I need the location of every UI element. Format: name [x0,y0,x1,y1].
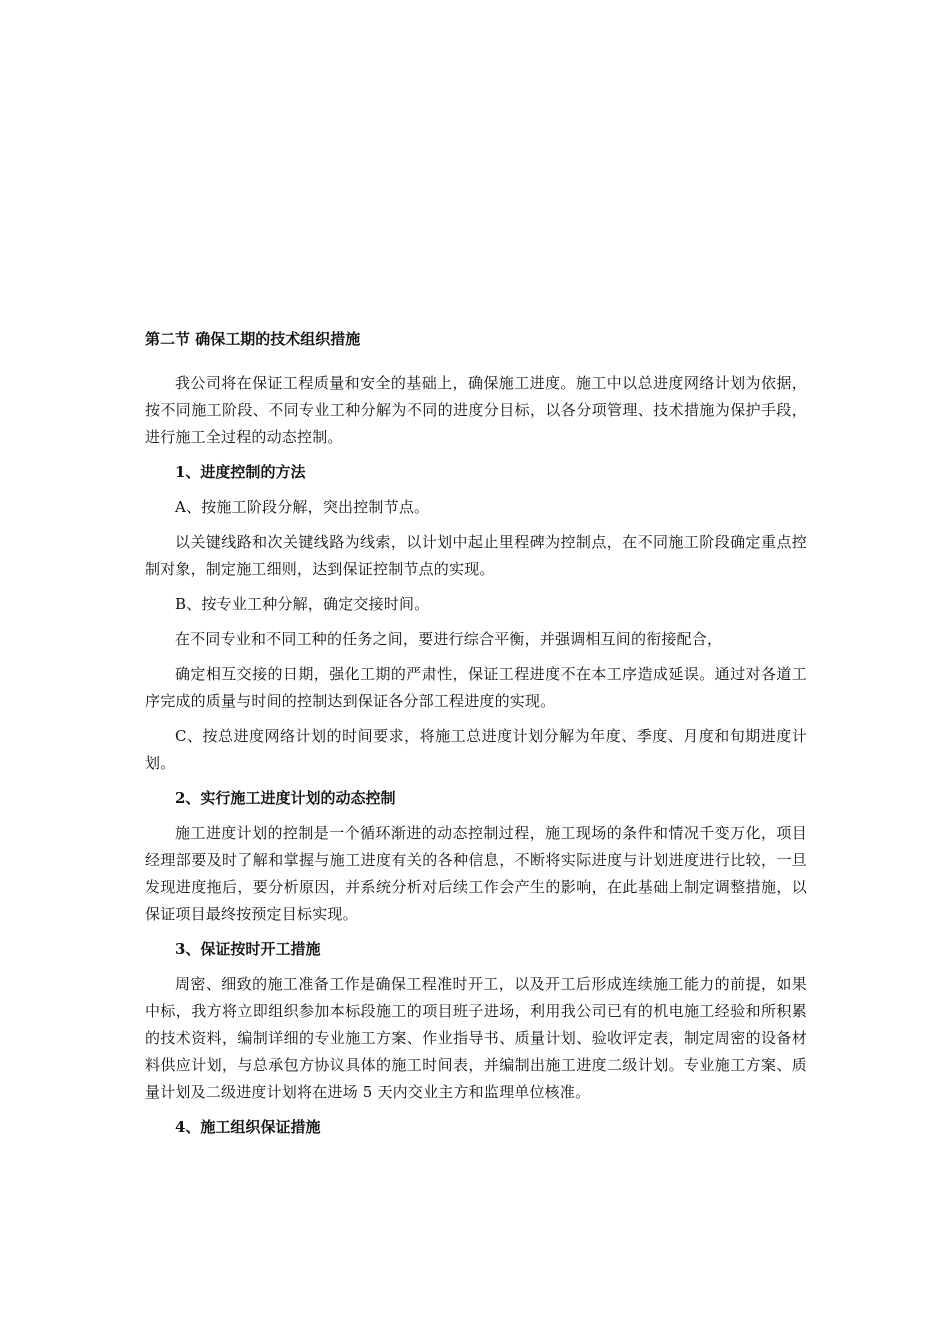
heading-organization-guarantee: 4、施工组织保证措施 [175,1118,321,1136]
heading-on-time-start: 3、保证按时开工措施 [175,940,321,958]
item-a-text: 以关键线路和次关键线路为线索，以计划中起止里程碑为控制点，在不同施工阶段确定重点控制对象，制定施工细则，达到保证控制节点的实现。 [145,533,807,578]
heading-dynamic-control: 2、实行施工进度计划的动态控制 [175,789,396,807]
heading-progress-control-method: 1、进度控制的方法 [175,463,306,481]
on-time-start-paragraph: 周密、细致的施工准备工作是确保工程准时开工，以及开工后形成连续施工能力的前提，如果中标，我方将立即组织参加本标段施工的项目班子进场，利用我公司已有的机电施工经验和所积累的技术资料，编制详细的专业施工方案、作业指导书、质量计划、验收评定表，制定周密的设备材料供应计划，与总承包方协议具体的施工时间表，并编制出施工进度二级计划。专业施工方案、质量计划及二级进度计划将在进场 5 天内交业主方和监理单位核准。 [145,975,807,1101]
item-a: A、按施工阶段分解，突出控制节点。 [175,498,430,516]
item-c: C、按总进度网络计划的时间要求，将施工总进度计划分解为年度、季度、月度和旬期进度计划。 [145,727,807,772]
item-b-text-1: 在不同专业和不同工种的任务之间，要进行综合平衡，并强调相互间的衔接配合， [175,630,723,648]
document-page [145,326,807,1149]
section-title: 第二节 确保工期的技术组织措施 [145,330,361,348]
intro-paragraph: 我公司将在保证工程质量和安全的基础上，确保施工进度。施工中以总进度网络计划为依据，按不同施工阶段、不同专业工种分解为不同的进度分目标，以各分项管理、技术措施为保护手段，进行施工全过程的动态控制。 [145,374,807,446]
item-b: B、按专业工种分解，确定交接时间。 [175,595,430,613]
item-b-text-2: 确定相互交接的日期，强化工期的严肃性，保证工程进度不在本工序造成延误。通过对各道工序完成的质量与时间的控制达到保证各分部工程进度的实现。 [145,665,807,710]
dynamic-control-paragraph: 施工进度计划的控制是一个循环渐进的动态控制过程，施工现场的条件和情况千变万化，项目经理部要及时了解和掌握与施工进度有关的各种信息，不断将实际进度与计划进度进行比较，一旦发现进度拖后，要分析原因，并系统分析对后续工作会产生的影响，在此基础上制定调整措施，以保证项目最终按预定目标实现。 [145,824,807,923]
